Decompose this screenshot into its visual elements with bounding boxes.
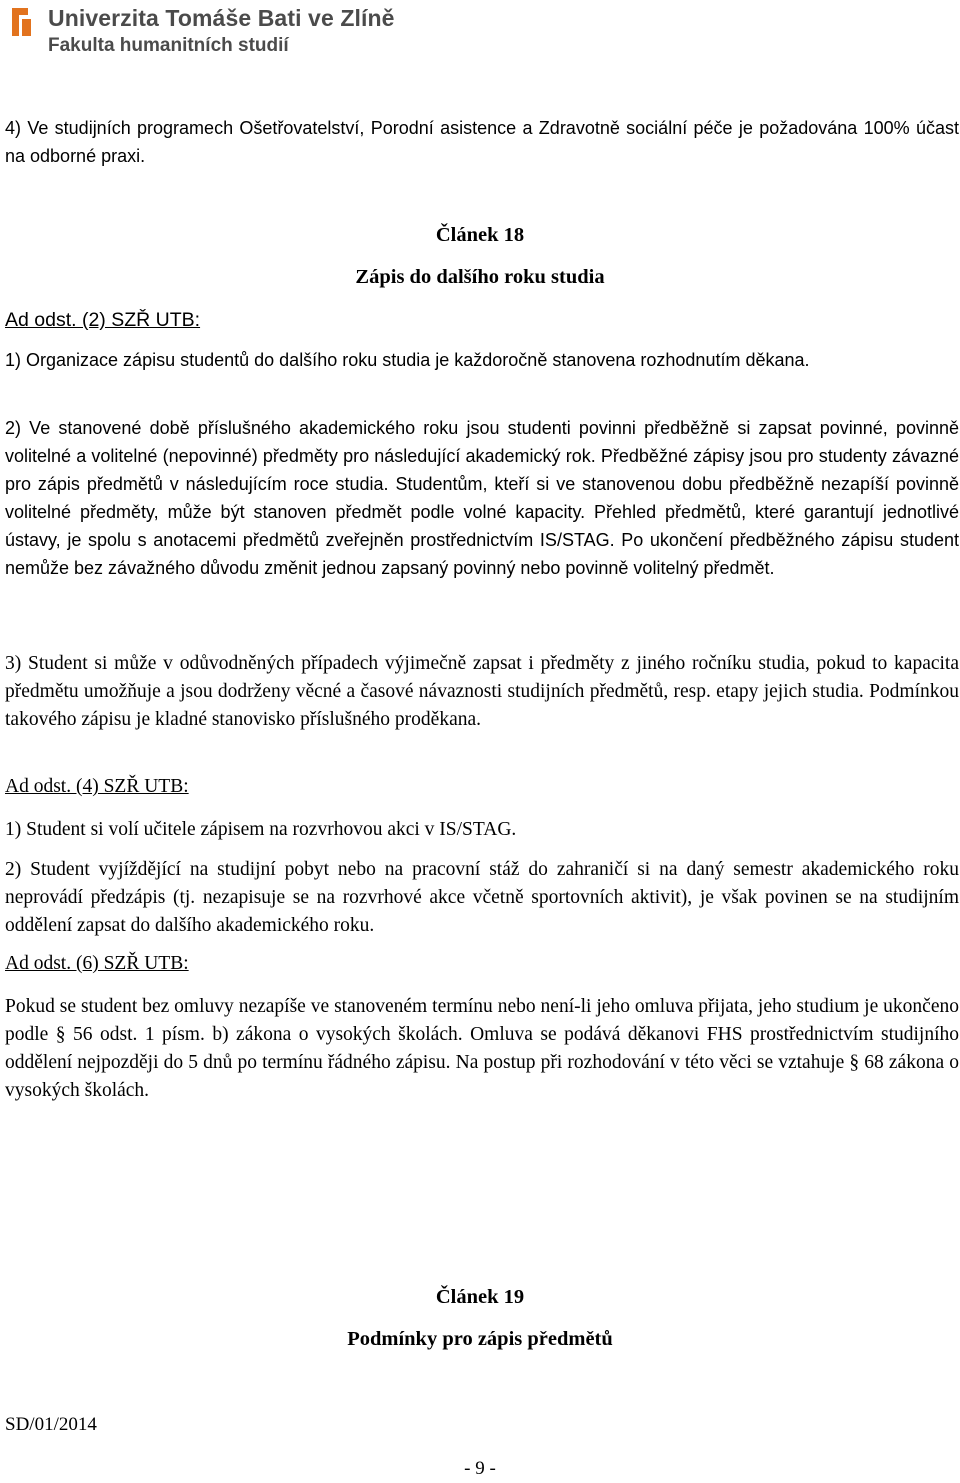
article-19-title: Podmínky pro zápis předmětů: [347, 1328, 613, 1350]
faculty-name: Fakulta humanitních studií: [48, 35, 289, 56]
ad-odst-4-heading: Ad odst. (4) SZŘ UTB:: [5, 776, 189, 797]
paragraph-predbezne-zapisy: 2) Ve stanovené době příslušného akademického roku jsou studenti povinni předběžně si zapsat povinné, povinně volitelné a volitelné (nepovinné) předměty pro následující akademický rok. Předběžné zápisy jsou pro studenty závazné pro zápis předmětů v následujícím roce studia. Studentům, kteří si ve stanovenou dobu předběžně nezapíší povinně volitelné předměty, může být stanoven předmět podle volné kapacity. Přehled předmětů, které garantují jednotlivé ústavy, je spolu s anotacemi předmětů zveřejněn prostřednictvím IS/STAG. Po ukončení předběžného zápisu student nemůže bez závažného důvodu změnit jednou zapsaný povinný nebo povinně volitelný předmět.: [5, 418, 959, 578]
article-18-title: Zápis do dalšího roku studia: [355, 266, 605, 288]
ad-odst-6-heading: Ad odst. (6) SZŘ UTB:: [5, 953, 189, 974]
article-19-number: Článek 19: [435, 1286, 525, 1308]
university-logo-icon: [8, 6, 40, 38]
paragraph-organizace: 1) Organizace zápisu studentů do dalšího roku studia je každoročně stanovena rozhodnutím děkana.: [5, 350, 810, 370]
page-number: - 9 -: [464, 1458, 496, 1479]
document-code: SD/01/2014: [5, 1414, 97, 1435]
paragraph-ucitele: 1) Student si volí učitele zápisem na rozvrhovou akci v IS/STAG.: [5, 819, 517, 840]
university-name: Univerzita Tomáše Bati ve Zlíně: [48, 5, 395, 31]
article-18-number: Článek 18: [435, 224, 525, 246]
paragraph-omluva: Pokud se student bez omluvy nezapíše ve stanoveném termínu nebo není-li jeho omluva přijata, jeho studium je ukončeno podle § 56 odst. 1 písm. b) zákona o vysokých školách. Omluva se podává děkanovi FHS prostřednictvím studijního oddělení nejpozději do 5 dnů po termínu řádného zápisu. Na postup při rozhodování v této věci se vztahuje § 68 zákona o vysokých školách.: [5, 996, 959, 1101]
paragraph-praxe: 4) Ve studijních programech Ošetřovatelství, Porodní asistence a Zdravotně sociální péče je požadována 100% účast na odborné praxi.: [5, 118, 959, 166]
paragraph-vyjizdejici: 2) Student vyjíždějící na studijní pobyt nebo na pracovní stáž do zahraničí si na daný semestr akademického roku neprovádí předzápis (tj. nezapisuje se na rozvrhové akce včetně sportovních aktivit), je však povinen se na studijním oddělení zapsat do dalšího akademického roku.: [5, 859, 959, 936]
ad-odst-2-heading: Ad odst. (2) SZŘ UTB:: [5, 309, 201, 331]
paragraph-jiny-rocnik: 3) Student si může v odůvodněných případech výjimečně zapsat i předměty z jiného ročníku studia, pokud to kapacita předmětu umožňuje a jsou dodrženy věcné a časové návaznosti studijních předmětů, resp. etapy jejich studia. Podmínkou takového zápisu je kladné stanovisko příslušného proděkana.: [5, 653, 959, 730]
